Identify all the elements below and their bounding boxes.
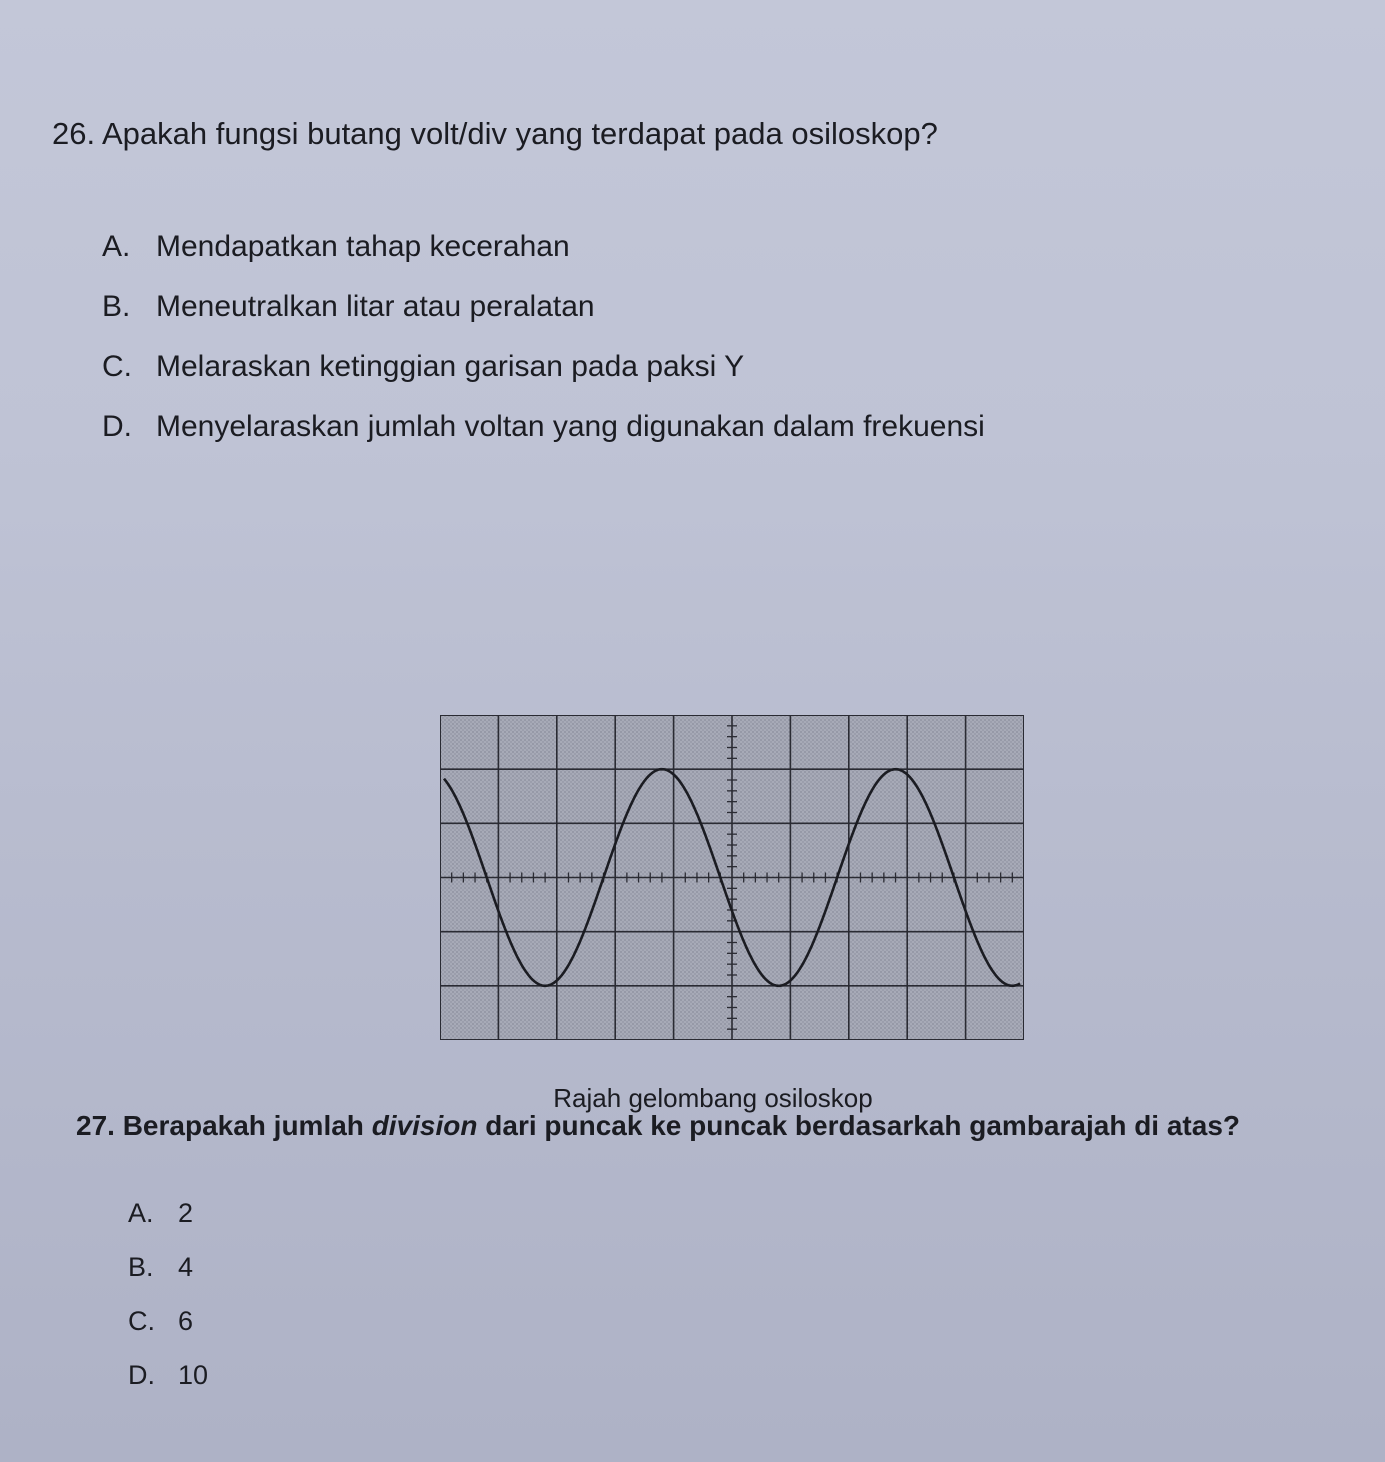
option-letter: D. [128,1360,155,1390]
option-letter: D. [102,410,132,443]
q27-emphasis: division [371,1110,478,1141]
question-27 [76,1110,1240,1142]
q27-option-d[interactable] [128,1360,208,1391]
option-letter: B. [102,290,131,323]
option-text: Menyelaraskan jumlah voltan yang digunakan dalam frekuensi [156,410,985,443]
option-text: 6 [178,1306,194,1336]
oscilloscope-figure [440,715,1024,1040]
q26-option-a[interactable] [102,230,570,264]
q27-option-c[interactable] [128,1306,193,1337]
figure-caption: Rajah gelombang osiloskop [553,1083,873,1113]
option-letter: C. [128,1306,155,1336]
option-text: Mendapatkan tahap kecerahan [156,230,570,263]
q26-option-c[interactable] [102,350,744,384]
q27-text-before: 27. Berapakah jumlah [76,1110,372,1141]
option-letter: C. [102,350,132,383]
option-text: Meneutralkan litar atau peralatan [156,290,595,323]
option-letter: B. [128,1252,154,1282]
q27-option-a[interactable] [128,1198,193,1229]
question-26: 26. Apakah fungsi butang volt/div yang terdapat pada osiloskop? [52,116,938,151]
option-text: 2 [178,1198,194,1228]
option-letter: A. [128,1198,154,1228]
option-text: Melaraskan ketinggian garisan pada paksi Y [156,350,745,383]
option-text: 10 [178,1360,209,1390]
q27-option-b[interactable] [128,1252,193,1283]
option-text: 4 [178,1252,194,1282]
q26-option-b[interactable] [102,290,595,324]
q26-option-d[interactable] [102,410,985,444]
q27-text-after: dari puncak ke puncak berdasarkah gambarajah di atas? [477,1110,1241,1141]
option-letter: A. [102,230,131,263]
